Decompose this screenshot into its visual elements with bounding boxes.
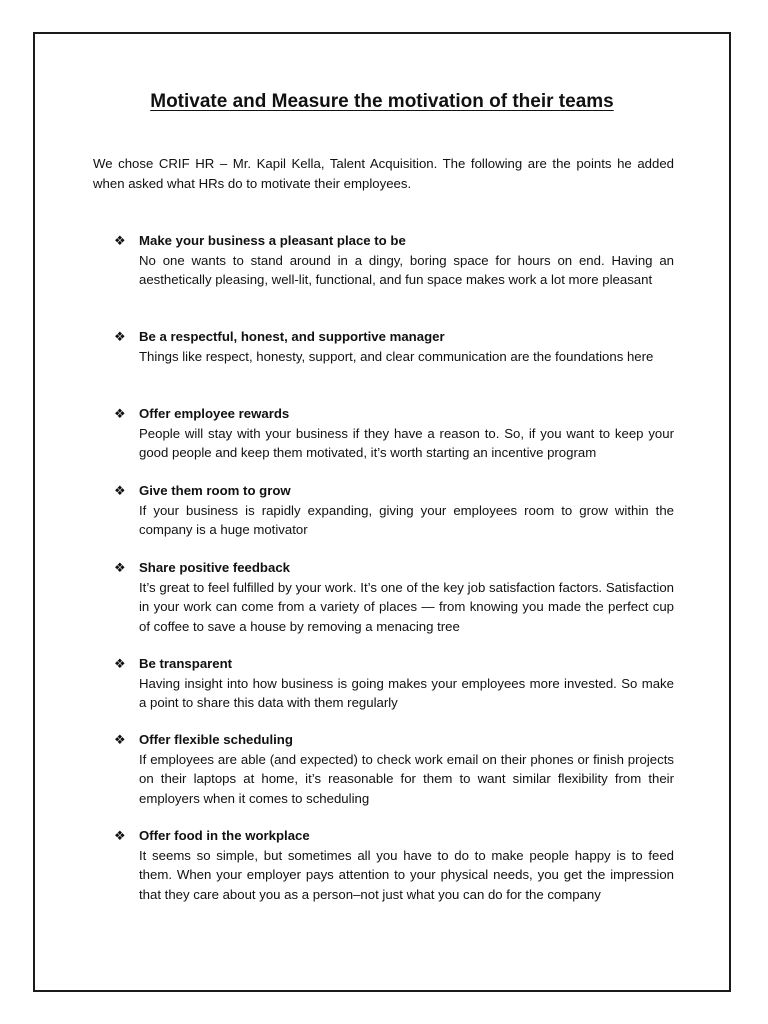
- point-text: If employees are able (and expected) to check work email on their phones or finish projects on their laptops at home, it’s reasonable for them to want similar flexibility from their employers when it comes to scheduling: [139, 751, 674, 806]
- point-title: Share positive feedback: [139, 560, 290, 575]
- point-title: Offer flexible scheduling: [139, 732, 293, 747]
- point-title: Make your business a pleasant place to be: [139, 233, 406, 248]
- diamond-bullet-icon: ❖: [114, 233, 126, 248]
- diamond-bullet-icon: ❖: [114, 656, 126, 671]
- list-item: [114, 826, 674, 904]
- point-text: It seems so simple, but sometimes all you have to do to make people happy is to feed them. When your employer pays attention to your physical needs, you get the impression that they care about you as a person–not just what you can do for the company: [139, 847, 674, 902]
- point-text: If your business is rapidly expanding, giving your employees room to grow within the company is a huge motivator: [139, 502, 674, 537]
- list-item: [114, 231, 674, 290]
- list-item: [114, 654, 674, 713]
- diamond-bullet-icon: ❖: [114, 828, 126, 843]
- list-item: [114, 481, 674, 540]
- point-text: It’s great to feel fulfilled by your work. It’s one of the key job satisfaction factors. Satisfaction in your work can come from a variety of places — from knowing you made the perfect cup of coffee to save a house by removing a menacing tree: [139, 579, 674, 634]
- document-title: Motivate and Measure the motivation of their teams: [150, 91, 614, 112]
- point-title: Be transparent: [139, 656, 233, 671]
- point-title: Be a respectful, honest, and supportive manager: [139, 329, 445, 344]
- point-title: Give them room to grow: [139, 483, 291, 498]
- point-text: No one wants to stand around in a dingy, boring space for hours on end. Having an aesthetically pleasing, well-lit, functional, and fun space makes work a lot more pleasant: [139, 252, 674, 287]
- list-item: [114, 404, 674, 463]
- diamond-bullet-icon: ❖: [114, 560, 126, 575]
- diamond-bullet-icon: ❖: [114, 406, 126, 421]
- diamond-bullet-icon: ❖: [114, 329, 126, 344]
- list-item: [114, 558, 674, 636]
- intro-paragraph: We chose CRIF HR – Mr. Kapil Kella, Talent Acquisition. The following are the points he added when asked what HRs do to motivate their employees.: [93, 156, 674, 191]
- point-text: Things like respect, honesty, support, and clear communication are the foundations here: [139, 348, 654, 364]
- diamond-bullet-icon: ❖: [114, 483, 126, 498]
- list-item: [114, 327, 674, 366]
- diamond-bullet-icon: ❖: [114, 732, 126, 747]
- point-text: People will stay with your business if they have a reason to. So, if you want to keep your good people and keep them motivated, it’s worth starting an incentive program: [139, 425, 674, 460]
- list-item: [114, 730, 674, 808]
- point-title: Offer food in the workplace: [139, 828, 310, 843]
- point-text: Having insight into how business is going makes your employees more invested. So make a point to share this data with them regularly: [139, 675, 674, 710]
- point-title: Offer employee rewards: [139, 406, 290, 421]
